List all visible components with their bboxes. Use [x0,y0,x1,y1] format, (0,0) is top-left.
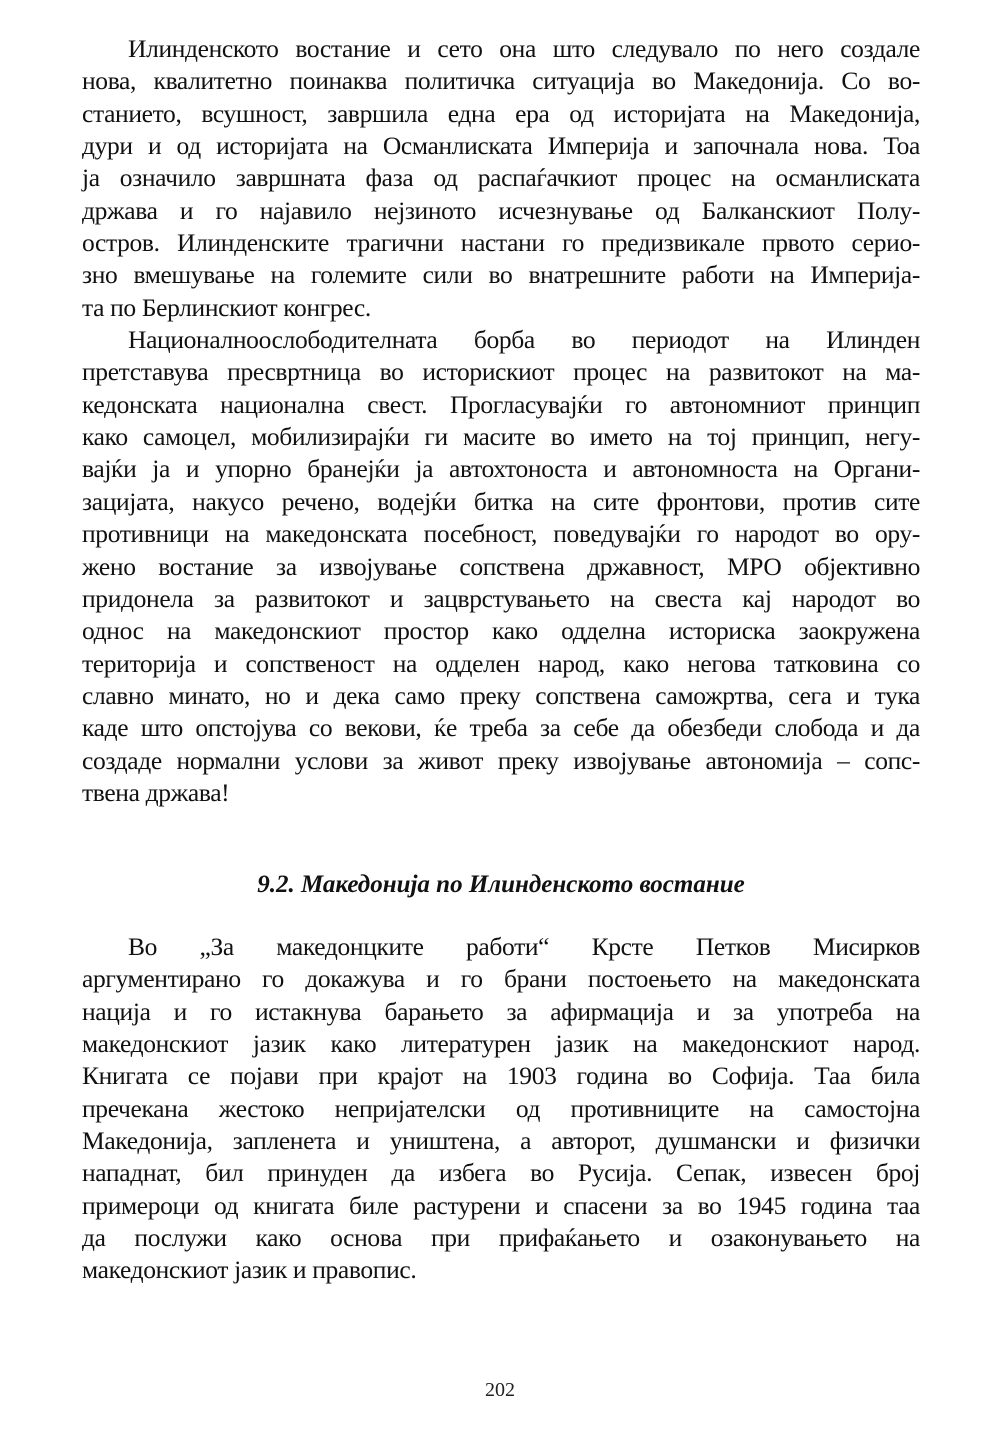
text-line: примероци од книгата биле растурени и спасени за во 1945 година таа [82,1190,920,1220]
text-line: Во „За македонцките работи“ Крсте Петков Мисирков [128,932,920,961]
text-line: како самоцел, мобилизирајќи ги масите во името на тој принцип, негу- [82,422,920,452]
page-number: 202 [485,1379,515,1401]
text-line: станието, всушност, завршила една ера од историјата на Македонија, [82,98,920,128]
text-line: да послужи како основа при прифаќањето и озаконувањето на [82,1223,920,1253]
text-line: остров. Илинденските трагични настани го предизвикале првото серио- [82,228,920,258]
text-line: Илинденското востание и сето она што следувало по него создале [128,34,920,63]
paragraph-2 [82,324,920,809]
text-line: Книгата се појави при крајот на 1903 година во Софија. Таа била [82,1061,920,1091]
text-line: однос на македонскиот простор како одделна историска заокружена [82,616,920,646]
text-line: држава и го најавило нејзиното исчезнување од Балканскиот Полу- [82,195,920,225]
text-line: територија и сопственост на одделен народ, како негова татковина со [82,648,920,678]
text-line: нова, квалитетно поинаква политичка ситуација во Македонија. Со во- [82,66,920,96]
text-line: Македонија, запленета и уништена, а авторот, душмански и физички [82,1126,920,1156]
text-line: кедонската национална свест. Прогласувајќи го автономниот принцип [82,389,920,419]
text-line: славно минато, но и дека само преку сопствена саможртва, сега и тука [82,680,920,710]
text-line: Националноослободителната борба во периодот на Илинден [128,325,920,355]
text-line: дури и од историјата на Османлиската Империја и започнала нова. Тоа [82,131,920,161]
text-line: претставува пресвртница во историскиот процес на развитокот на ма- [82,357,920,387]
document-page [82,33,920,1285]
text-line: твена држава! [82,777,230,807]
text-line: каде што опстојува со векови, ќе треба за себе да обезбеди слобода и да [82,713,920,743]
text-line: зацијата, накусо речено, водејќи битка на сите фронтови, против сите [82,486,920,516]
section-heading: 9.2. Македонија по Илинденското востание [257,871,745,898]
text-line: вајќи ја и упорно бранејќи ја автохтоноста и автономноста на Органи- [82,454,920,484]
text-line: зно вмешување на големите сили во внатрешните работи на Империја- [82,260,920,290]
text-line: македонскиот јазик како литературен јазик на македонскиот народ. [82,1029,920,1059]
text-line: нација и го истакнува барањето за афирмација и за употреба на [82,996,920,1026]
paragraph-3 [82,931,920,1287]
text-line: противници на македонската посебност, поведувајќи го народот во ору- [82,519,920,549]
text-line: придонела за развитокот и зацврстувањето на свеста кај народот во [82,583,920,613]
text-line: аргументирано го докажува и го брани постоењето на македонската [82,964,920,994]
text-line: пречекана жестоко непријателски од противниците на самостојна [82,1093,920,1123]
text-line: та по Берлинскиот конгрес. [82,292,371,322]
text-line: ја означило завршната фаза од распаѓачкиот процес на османлиската [82,163,920,193]
text-line: нападнат, бил принуден да избега во Русија. Сепак, извесен број [82,1158,920,1188]
text-line: жено востание за извојување сопствена државност, МРО објективно [82,551,920,581]
paragraph-1 [82,33,920,324]
text-line: создаде нормални услови за живот преку извојување автономија – сопс- [82,745,920,775]
text-line: македонскиот јазик и правопис. [82,1255,417,1285]
